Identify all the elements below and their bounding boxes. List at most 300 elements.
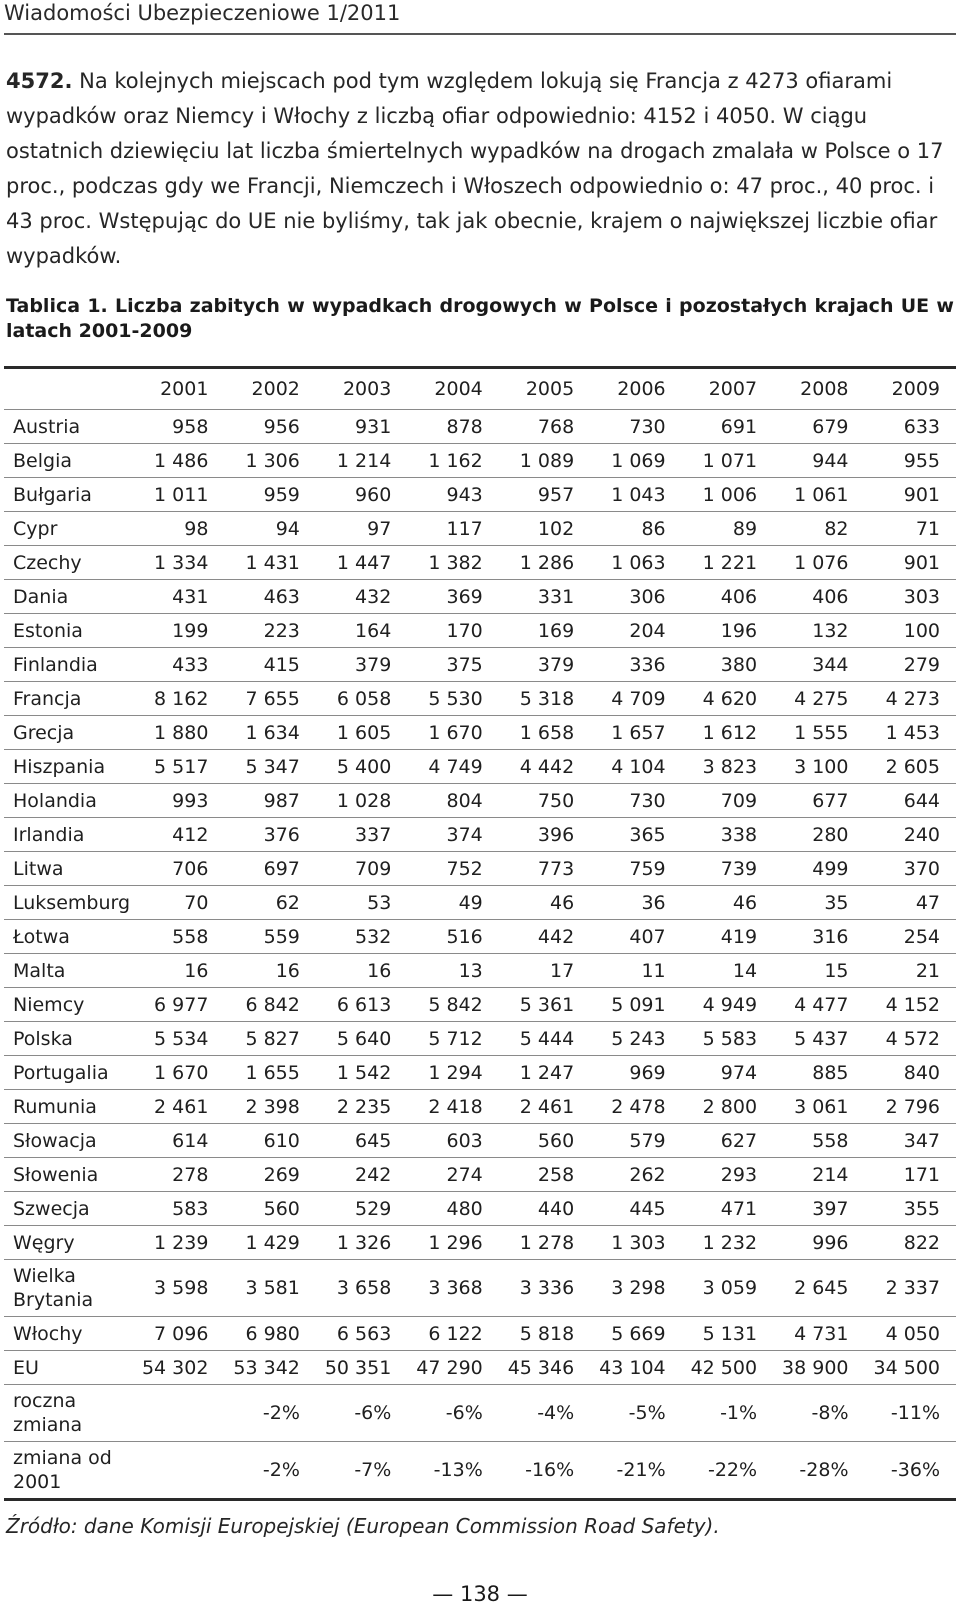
value-cell: 5 640 (336, 1027, 392, 1050)
value-cell: 583 (172, 1197, 209, 1220)
value-cell: 316 (812, 925, 849, 948)
value-cell: 1 232 (702, 1231, 758, 1254)
value-cell: 773 (537, 857, 575, 880)
value-cell: 2 337 (885, 1277, 940, 1299)
country-cell: Austria (13, 415, 81, 438)
value-cell: 223 (263, 619, 300, 642)
value-cell: 1 453 (885, 721, 940, 744)
header-country-cell (4, 368, 133, 410)
country-cell: Słowenia (13, 1163, 99, 1186)
country-cell: Estonia (13, 619, 83, 642)
value-cell: 1 429 (245, 1231, 300, 1254)
value-cell: 2 418 (428, 1095, 483, 1118)
value-cell: 691 (720, 415, 758, 438)
table-caption (6, 294, 954, 344)
value-cell: 931 (355, 415, 392, 438)
value-cell: 730 (629, 415, 666, 438)
value-cell: 432 (355, 585, 392, 608)
value-cell: 7 096 (154, 1322, 209, 1345)
table-row (4, 784, 956, 818)
value-cell: 2 800 (702, 1095, 758, 1118)
source-note: Źródło: dane Komisji Europejskiej (European Commission Road Safety). (6, 1514, 720, 1538)
value-cell: 1 214 (336, 449, 392, 472)
value-cell: 558 (172, 925, 209, 948)
value-cell: 170 (446, 619, 483, 642)
value-cell: 431 (172, 585, 209, 608)
value-cell: 993 (172, 789, 209, 812)
value-cell: 2 645 (794, 1277, 849, 1299)
value-cell: 463 (263, 585, 300, 608)
value-cell: 1 306 (245, 449, 300, 472)
value-cell: 2 796 (885, 1095, 940, 1118)
header-year-cell: 2002 (251, 378, 300, 400)
country-cell: Szwecja (13, 1197, 90, 1220)
value-cell: 338 (720, 823, 758, 846)
value-cell: 2 461 (154, 1095, 209, 1118)
value-cell: 102 (537, 517, 575, 540)
value-cell: 98 (184, 517, 209, 540)
table-row (4, 852, 956, 886)
value-cell: 47 290 (416, 1356, 483, 1379)
header-year-cell: 2008 (800, 378, 849, 400)
value-cell: 1 071 (702, 449, 758, 472)
value-cell: 1 612 (702, 721, 758, 744)
value-cell: 11 (641, 959, 666, 982)
country-cell: Wielka Brytania (13, 1265, 94, 1311)
value-cell: 645 (355, 1129, 392, 1152)
country-cell: Słowacja (13, 1129, 97, 1152)
value-cell: 4 620 (702, 687, 758, 710)
header-year-cell: 2003 (342, 378, 392, 400)
value-cell: 516 (446, 925, 483, 948)
value-cell: 86 (641, 517, 666, 540)
value-cell: 16 (367, 959, 392, 982)
country-cell: Bułgaria (13, 483, 92, 506)
table-row (4, 1260, 956, 1317)
country-cell: Rumunia (13, 1095, 97, 1118)
value-cell: 804 (446, 789, 483, 812)
value-cell: 132 (812, 619, 849, 642)
value-cell: 117 (446, 517, 483, 540)
table-row (4, 478, 956, 512)
value-cell: 1 542 (336, 1061, 392, 1084)
header-year-cell: 2009 (891, 378, 940, 400)
value-cell: 71 (915, 517, 940, 540)
value-cell: -22% (707, 1459, 758, 1481)
value-cell: 303 (903, 585, 940, 608)
value-cell: 885 (812, 1061, 849, 1084)
value-cell: 8 162 (154, 687, 209, 710)
value-cell: -16% (525, 1459, 575, 1481)
value-cell: 97 (367, 517, 392, 540)
value-cell: 752 (446, 857, 483, 880)
table-row (4, 1124, 956, 1158)
value-cell: 4 477 (794, 993, 849, 1016)
body-paragraph (6, 64, 956, 274)
value-cell: 4 709 (611, 687, 666, 710)
value-cell: 1 011 (154, 483, 209, 506)
value-cell: 1 294 (428, 1061, 483, 1084)
value-cell: 1 334 (154, 551, 209, 574)
table-row (4, 988, 956, 1022)
table-row (4, 750, 956, 784)
value-cell: 2 605 (885, 755, 940, 778)
value-cell: 974 (720, 1061, 758, 1084)
country-cell: Holandia (13, 789, 97, 812)
value-cell: 3 598 (154, 1277, 209, 1299)
country-cell: EU (13, 1356, 39, 1379)
value-cell: 959 (263, 483, 300, 506)
value-cell: 34 500 (873, 1356, 940, 1379)
value-cell: 442 (537, 925, 575, 948)
country-cell: Czechy (13, 551, 82, 574)
value-cell: 254 (903, 925, 940, 948)
country-cell: Belgia (13, 449, 72, 472)
value-cell: 15 (824, 959, 849, 982)
value-cell: 614 (172, 1129, 209, 1152)
value-cell: 560 (537, 1129, 575, 1152)
value-cell: 6 980 (245, 1322, 300, 1345)
value-cell: 43 104 (599, 1356, 666, 1379)
value-cell: 901 (903, 551, 940, 574)
value-cell: 5 091 (611, 993, 666, 1016)
value-cell: 5 712 (428, 1027, 483, 1050)
value-cell: 3 658 (336, 1277, 392, 1299)
country-cell: Grecja (13, 721, 75, 744)
value-cell: 706 (172, 857, 209, 880)
country-cell: Dania (13, 585, 69, 608)
country-cell: Luksemburg (13, 891, 131, 914)
value-cell: 204 (629, 619, 666, 642)
value-cell: 6 977 (154, 993, 209, 1016)
value-cell (133, 1442, 224, 1500)
value-cell: 1 447 (336, 551, 392, 574)
country-cell: Węgry (13, 1231, 75, 1254)
value-cell: 4 731 (794, 1322, 849, 1345)
value-cell: 3 823 (702, 755, 758, 778)
value-cell: 1 555 (794, 721, 849, 744)
table-row (4, 1056, 956, 1090)
value-cell: 2 398 (245, 1095, 300, 1118)
fatalities-table (4, 366, 956, 1501)
value-cell: 412 (172, 823, 209, 846)
value-cell: 169 (537, 619, 575, 642)
value-cell: 47 (915, 891, 940, 914)
country-cell: Niemcy (13, 993, 85, 1016)
table-row (4, 410, 956, 444)
country-cell: zmiana od 2001 (13, 1447, 112, 1493)
value-cell: 16 (275, 959, 300, 982)
value-cell: 3 059 (702, 1277, 758, 1299)
value-cell: 532 (355, 925, 392, 948)
value-cell: -11% (890, 1402, 940, 1424)
value-cell: 337 (355, 823, 392, 846)
value-cell: 13 (458, 959, 483, 982)
value-cell: 331 (537, 585, 575, 608)
value-cell: 4 749 (428, 755, 483, 778)
value-cell: 697 (263, 857, 300, 880)
country-cell: roczna zmiana (13, 1390, 83, 1436)
value-cell: 969 (629, 1061, 666, 1084)
value-cell: 6 563 (336, 1322, 392, 1345)
table-row (4, 920, 956, 954)
value-cell: -2% (262, 1459, 300, 1481)
value-cell: 379 (355, 653, 392, 676)
value-cell: 375 (446, 653, 483, 676)
value-cell: 280 (812, 823, 849, 846)
value-cell: 558 (812, 1129, 849, 1152)
table-row (4, 682, 956, 716)
value-cell: 3 336 (519, 1277, 575, 1299)
value-cell: 376 (263, 823, 300, 846)
value-cell: 1 670 (154, 1061, 209, 1084)
value-cell: 901 (903, 483, 940, 506)
value-cell: 82 (824, 517, 849, 540)
value-cell: 996 (812, 1231, 849, 1254)
value-cell: 3 061 (794, 1095, 849, 1118)
value-cell: 1 670 (428, 721, 483, 744)
value-cell: 3 100 (794, 755, 849, 778)
value-cell: 279 (903, 653, 940, 676)
value-cell: 750 (537, 789, 575, 812)
value-cell: 274 (446, 1163, 483, 1186)
value-cell: 499 (812, 857, 849, 880)
value-cell: 3 581 (245, 1277, 300, 1299)
value-cell: 5 530 (428, 687, 483, 710)
value-cell: 46 (732, 891, 758, 914)
value-cell: 5 347 (245, 755, 300, 778)
value-cell: 1 043 (611, 483, 666, 506)
value-cell: 559 (263, 925, 300, 948)
value-cell: 365 (629, 823, 666, 846)
value-cell: 5 361 (519, 993, 575, 1016)
table-row (4, 1351, 956, 1385)
value-cell: 440 (537, 1197, 575, 1220)
table-row (4, 1385, 956, 1442)
value-cell: 480 (446, 1197, 483, 1220)
value-cell: 1 028 (336, 789, 392, 812)
value-cell: 878 (446, 415, 483, 438)
country-cell: Polska (13, 1027, 73, 1050)
value-cell: 53 342 (233, 1356, 300, 1379)
country-cell: Finlandia (13, 653, 98, 676)
value-cell: 1 069 (611, 449, 666, 472)
value-cell: 5 583 (702, 1027, 758, 1050)
paragraph-text: Na kolejnych miejscach pod tym względem lokują się Francja z 4273 ofiarami wypadków oraz Niemcy i Włochy z liczbą ofiar odpowiednio: 4152 i 4050. W ciągu ostatnich dziewięciu lat liczba śmiertelnych wypadków na drogach zmalała w Polsce o 17 proc., podczas gdy we Francji, Niemczech i Włoszech odpowiednio o: 47 proc., 40 proc. i 43 proc. Wstępując do UE nie byliśmy, tak jak obecnie, krajem o największej liczbie ofiar wypadków. (6, 69, 944, 268)
value-cell: 445 (629, 1197, 666, 1220)
value-cell: 70 (184, 891, 209, 914)
country-cell: Cypr (13, 517, 58, 540)
value-cell: 14 (732, 959, 758, 982)
value-cell: 677 (812, 789, 849, 812)
value-cell: 2 461 (519, 1095, 575, 1118)
value-cell: 196 (720, 619, 758, 642)
table-caption-label: Tablica 1. (6, 295, 108, 317)
value-cell: 336 (629, 653, 666, 676)
value-cell: 739 (720, 857, 758, 880)
value-cell: 6 842 (245, 993, 300, 1016)
table-row (4, 886, 956, 920)
value-cell: 42 500 (690, 1356, 758, 1379)
value-cell: -36% (890, 1459, 940, 1481)
value-cell: 5 243 (611, 1027, 666, 1050)
value-cell: 1 061 (794, 483, 849, 506)
value-cell: 1 296 (428, 1231, 483, 1254)
value-cell: 633 (903, 415, 940, 438)
value-cell: 1 303 (611, 1231, 666, 1254)
header-year-cell: 2004 (434, 378, 483, 400)
value-cell: 1 221 (702, 551, 758, 574)
value-cell: 1 657 (611, 721, 666, 744)
value-cell: 419 (720, 925, 758, 948)
value-cell: 5 444 (519, 1027, 575, 1050)
header-year-cell: 2007 (708, 378, 758, 400)
value-cell: 89 (732, 517, 758, 540)
value-cell: 396 (537, 823, 575, 846)
value-cell: 4 572 (885, 1027, 940, 1050)
value-cell: 4 152 (885, 993, 940, 1016)
value-cell: -1% (720, 1402, 758, 1424)
value-cell: 370 (903, 857, 940, 880)
country-cell: Irlandia (13, 823, 85, 846)
value-cell: 278 (172, 1163, 209, 1186)
value-cell: 433 (172, 653, 209, 676)
value-cell: 955 (903, 449, 940, 472)
table-row (4, 1158, 956, 1192)
value-cell: 960 (355, 483, 392, 506)
table-row (4, 1090, 956, 1124)
value-cell: 987 (263, 789, 300, 812)
value-cell: 1 382 (428, 551, 483, 574)
header-year-cell: 2005 (525, 378, 575, 400)
country-cell: Francja (13, 687, 82, 710)
page-number: — 138 — (432, 1582, 528, 1606)
value-cell: 406 (812, 585, 849, 608)
table-row (4, 580, 956, 614)
value-cell: 471 (720, 1197, 758, 1220)
value-cell: 709 (355, 857, 392, 880)
value-cell: 944 (812, 449, 849, 472)
value-cell: 956 (263, 415, 300, 438)
value-cell: 5 400 (336, 755, 392, 778)
value-cell: 1 278 (519, 1231, 575, 1254)
value-cell: 627 (720, 1129, 758, 1152)
value-cell (133, 1385, 224, 1442)
value-cell: 5 827 (245, 1027, 300, 1050)
table-row (4, 512, 956, 546)
value-cell: 1 239 (154, 1231, 209, 1254)
value-cell: -21% (616, 1459, 666, 1481)
value-cell: 529 (355, 1197, 392, 1220)
value-cell: 306 (629, 585, 666, 608)
value-cell: 5 318 (519, 687, 575, 710)
value-cell: -13% (433, 1459, 483, 1481)
table-row (4, 444, 956, 478)
value-cell: 4 442 (519, 755, 575, 778)
value-cell: 759 (629, 857, 666, 880)
value-cell: 3 368 (428, 1277, 483, 1299)
value-cell: 943 (446, 483, 483, 506)
value-cell: 397 (812, 1197, 849, 1220)
value-cell: 35 (824, 891, 849, 914)
value-cell: -6% (445, 1402, 483, 1424)
value-cell: 2 235 (336, 1095, 392, 1118)
value-cell: 171 (903, 1163, 940, 1186)
header-divider (4, 33, 956, 35)
value-cell: -7% (354, 1459, 392, 1481)
value-cell: 5 842 (428, 993, 483, 1016)
table-row (4, 1442, 956, 1500)
value-cell: 415 (263, 653, 300, 676)
value-cell: 21 (915, 959, 940, 982)
value-cell: 957 (537, 483, 575, 506)
table-row (4, 1317, 956, 1351)
value-cell: 560 (263, 1197, 300, 1220)
value-cell: 262 (629, 1163, 666, 1186)
value-cell: 6 058 (336, 687, 392, 710)
country-cell: Portugalia (13, 1061, 109, 1084)
value-cell: 1 655 (245, 1061, 300, 1084)
header-year-cell: 2006 (617, 378, 666, 400)
value-cell: 16 (184, 959, 209, 982)
value-cell: 1 006 (702, 483, 758, 506)
value-cell: 579 (629, 1129, 666, 1152)
value-cell: 840 (903, 1061, 940, 1084)
value-cell: 45 346 (507, 1356, 575, 1379)
value-cell: 610 (263, 1129, 300, 1152)
value-cell: 46 (550, 891, 575, 914)
value-cell: 4 949 (702, 993, 758, 1016)
value-cell: 5 669 (611, 1322, 666, 1345)
value-cell: 214 (812, 1163, 849, 1186)
value-cell: 49 (458, 891, 483, 914)
value-cell: 269 (263, 1163, 300, 1186)
value-cell: 679 (812, 415, 849, 438)
value-cell: 5 131 (702, 1322, 758, 1345)
value-cell: 199 (172, 619, 209, 642)
table-caption-title: Liczba zabitych w wypadkach drogowych w Polsce i pozostałych krajach UE w latach 2001-2009 (6, 295, 954, 342)
value-cell: 344 (812, 653, 849, 676)
value-cell: 53 (367, 891, 392, 914)
value-cell: 1 634 (245, 721, 300, 744)
table-row (4, 716, 956, 750)
value-cell: 1 063 (611, 551, 666, 574)
value-cell: 242 (355, 1163, 392, 1186)
value-cell: 768 (537, 415, 575, 438)
table-row (4, 1022, 956, 1056)
country-cell: Włochy (13, 1322, 83, 1345)
journal-header: Wiadomości Ubezpieczeniowe 1/2011 (4, 1, 401, 25)
value-cell: -28% (799, 1459, 849, 1481)
value-cell: 1 247 (519, 1061, 575, 1084)
value-cell: 730 (629, 789, 666, 812)
value-cell: 644 (903, 789, 940, 812)
value-cell: 380 (720, 653, 758, 676)
value-cell: 4 050 (885, 1322, 940, 1345)
value-cell: 62 (275, 891, 300, 914)
table-row (4, 648, 956, 682)
value-cell: 4 273 (885, 687, 940, 710)
value-cell: 1 658 (519, 721, 575, 744)
table-body (4, 410, 956, 1500)
table-row (4, 614, 956, 648)
value-cell: 407 (629, 925, 666, 948)
value-cell: 7 655 (245, 687, 300, 710)
table-row (4, 954, 956, 988)
value-cell: -4% (537, 1402, 575, 1424)
country-cell: Malta (13, 959, 66, 982)
value-cell: 958 (172, 415, 209, 438)
